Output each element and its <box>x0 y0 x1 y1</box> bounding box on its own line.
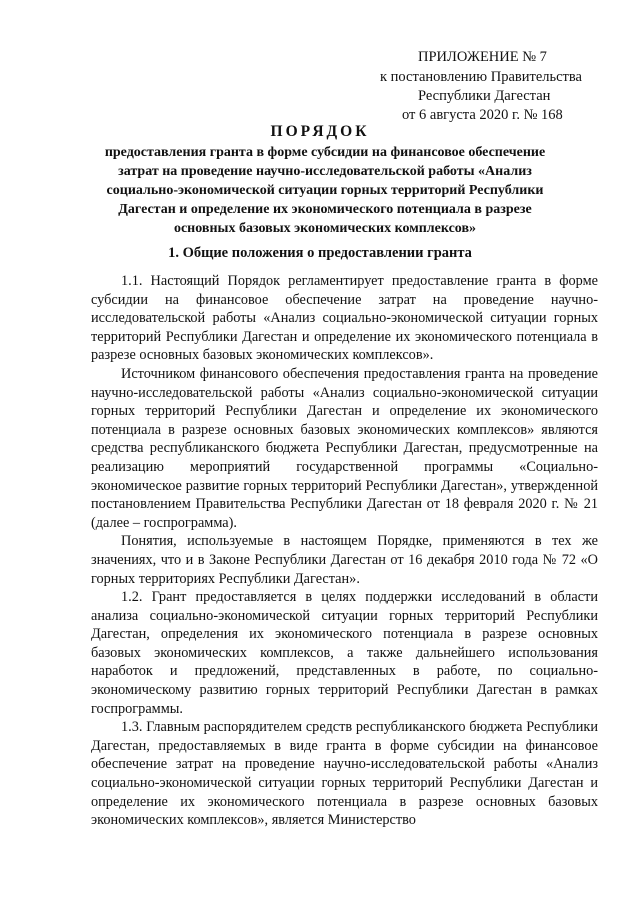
paragraph-1-3: 1.3. Главным распорядителем средств республиканского бюджета Республики Дагестан, предоставляемых в виде гранта в форме субсидии на финансовое обеспечение затрат на проведение научно-исследовательской работы «Анализ социально-экономической ситуации горных территорий Республики Дагестан и определение их экономического потенциала в разрезе основных базовых экономических комплексов», является Министерство <box>91 719 598 829</box>
document-subtitle: предоставления гранта в форме субсидии на финансовое обеспечение затрат на проведение научно-исследовательской работы «Анализ социально-экономической ситуации горных территорий Республики Дагестан и определение их экономического потенциала в разрезе основных базовых экономических комплексов» <box>104 145 546 236</box>
paragraph-definitions: Понятия, используемые в настоящем Порядке, применяются в тех же значениях, что и в Законе Республики Дагестан от 16 декабря 2010 года № 72 «О горных территориях Республики Дагестан». <box>91 533 598 587</box>
paragraph-1-1: 1.1. Настоящий Порядок регламентирует предоставление гранта в форме субсидии на финансовое обеспечение затрат на проведение научно-исследовательской работы «Анализ социально-экономической ситуации горных территорий Республики Дагестан и определение их экономического потенциала в разрезе основных базовых экономических комплексов». <box>91 273 598 364</box>
section-heading: 1. Общие положения о предоставлении гранта <box>168 245 472 261</box>
appendix-number: ПРИЛОЖЕНИЕ № 7 <box>418 49 547 65</box>
resolution-date: от 6 августа 2020 г. № 168 <box>402 107 563 123</box>
paragraph-1-2: 1.2. Грант предоставляется в целях поддержки исследований в области анализа социально-экономической ситуации горных территорий Республики Дагестан, определения их экономического потенциала в разрезе основных базовых экономических комплексов, а также дальнейшего использования наработок и предложений, представленных в работе, по социально-экономическому развитию горных территорий Республики Дагестан в рамках госпрограммы. <box>91 589 598 717</box>
republic-name: Республики Дагестан <box>418 88 551 104</box>
resolution-reference: к постановлению Правительства <box>380 69 582 85</box>
paragraph-funding-source: Источником финансового обеспечения предоставления гранта на проведение научно-исследовательской работы «Анализ социально-экономической ситуации горных территорий Республики Дагестан и определение их экономического потенциала в разрезе основных базовых экономических комплексов» являются средства республиканского бюджета Республики Дагестан, предусмотренные на реализацию мероприятий государственной программы «Социально-экономическое развитие горных территорий Республики Дагестан», утвержденной постановлением Правительства Республики Дагестан от 18 февраля 2020 г. № 21 (далее – госпрограмма). <box>91 365 598 531</box>
document-title: ПОРЯДОК <box>270 123 370 140</box>
document-body <box>91 272 598 830</box>
